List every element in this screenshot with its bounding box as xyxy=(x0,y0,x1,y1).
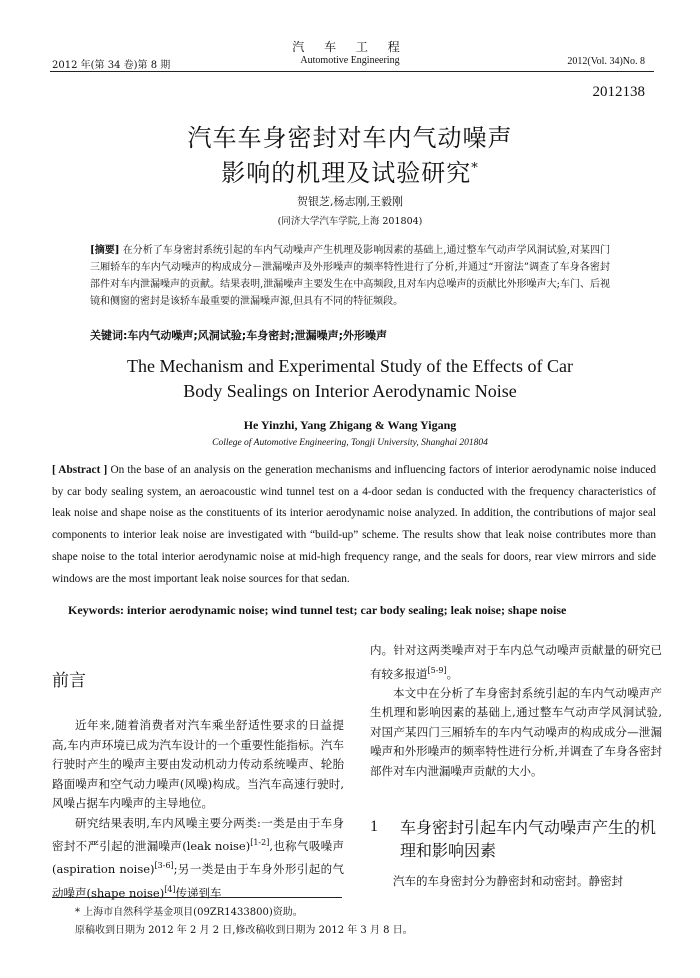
authors-en: He Yinzhi, Yang Zhigang & Wang Yigang xyxy=(243,418,457,432)
preface-p3-end: 。 xyxy=(446,666,459,681)
section-1-title: 车身密封引起车内气动噪声产生的机理和影响因素 xyxy=(400,818,657,860)
abstract-en-label-text: Abstract xyxy=(58,464,101,476)
abstract-cn-label: [摘要] xyxy=(90,245,120,256)
abstract-en-text: On the base of an analysis on the generation mechanisms and influencing factors of interior aerodynamic noise induced by car body sealing system, an aeroacoustic wind tunnel test on a 4-door sedan is conducted with the frequency characteristics of leak noise and shape noise as the constituents of its interior aerodynamic noise analyzed. In addition, the contributions of major seal components to interior leak noise are investigated with “build-up” scheme. The results show that leak noise contributes more than shape noise to the total interior aerodynamic noise at mid-high frequency range, and the seals for doors, rear view mirrors and side windows are the most important leak noise sources for that sedan. xyxy=(52,464,656,585)
preface-p2-part1: 研究结果表明,车内风噪主要分两类:一类是由于车身密封不严引起的泄漏噪声(leak noise) xyxy=(52,815,344,853)
issue-info-en: 2012(Vol. 34)No. 8 xyxy=(567,56,645,67)
citation: [3-6] xyxy=(154,861,174,871)
body-right-column xyxy=(370,641,662,781)
section-1-body xyxy=(370,872,662,892)
affiliation-cn: (同济大学汽车学院,上海 201804) xyxy=(277,216,423,227)
keywords-cn: 关键词:车内气动噪声;风洞试验;车身密封;泄漏噪声;外形噪声 xyxy=(90,329,387,342)
section-1-paragraph-1: 汽车的车身密封分为静密封和动密封。静密封 xyxy=(393,874,623,888)
preface-paragraph-1: 近年来,随着消费者对汽车乘坐舒适性要求的日益提高,车内声环境已成为汽车设计的一个重要性能指标。汽车行驶时产生的噪声主要由发动机动力传动系统噪声、轮胎路面噪声和空气动力噪声(风噪)构成。当汽车高速行驶时,风噪占据车内噪声的主导地位。 xyxy=(52,718,344,810)
citation: [5-9] xyxy=(427,665,447,675)
preface-paragraph-2 xyxy=(52,814,344,903)
preface-p3-text: 内。针对这两类噪声对于车内总气动噪声贡献量的研究已有较多报道 xyxy=(370,643,662,681)
abstract-en xyxy=(52,460,656,590)
footnote-dates: 原稿收到日期为 2012 年 2 月 2 日,修改稿收到日期为 2012 年 3 月 8 日。 xyxy=(75,925,413,936)
affiliation-en: College of Automotive Engineering, Tongji University, Shanghai 201804 xyxy=(212,438,488,448)
article-number: 2012138 xyxy=(592,84,645,100)
keywords-en: Keywords: interior aerodynamic noise; wind tunnel test; car body sealing; leak noise; shape noise xyxy=(68,603,567,617)
body-left-column xyxy=(52,716,344,903)
preface-p2-part4: 传递到车 xyxy=(175,885,222,900)
section-heading-preface: 前言 xyxy=(52,671,86,691)
title-cn-line2 xyxy=(0,153,700,188)
preface-paragraph-4: 本文中在分析了车身密封系统引起的车内气动噪声产生机理和影响因素的基础上,通过整车气动声学风洞试验,对国产某四门三厢轿车的车内气动噪声的构成成分—泄漏噪声和外形噪声的频率特性进行分析,并调查了车身各密封部件对车内泄漏噪声贡献的大小。 xyxy=(370,685,662,778)
abstract-en-label: [ Abstract ] xyxy=(52,464,108,476)
citation: [4] xyxy=(164,884,176,894)
abstract-cn xyxy=(90,242,610,310)
title-en-line1: The Mechanism and Experimental Study of the Effects of Car xyxy=(126,356,574,376)
header-rule xyxy=(50,71,654,72)
footnote-funding: * 上海市自然科学基金项目(09ZR1433800)资助。 xyxy=(75,907,303,918)
issue-info-cn: 2012 年(第 34 卷)第 8 期 xyxy=(52,60,171,71)
funding-mark: * xyxy=(471,161,479,176)
title-cn-line2-text: 影响的机理及试验研究 xyxy=(221,159,472,187)
section-1-number: 1 xyxy=(370,818,378,835)
footnote-rule xyxy=(52,897,342,898)
citation: [1-2] xyxy=(250,838,270,847)
title-cn-line1: 汽车车身密封对车内气动噪声 xyxy=(187,124,513,152)
authors-cn: 贺银芝,杨志刚,王毅刚 xyxy=(297,195,403,208)
preface-paragraph-3 xyxy=(370,641,662,684)
journal-name-cn: 汽 车 工 程 xyxy=(292,40,408,54)
abstract-cn-text: 在分析了车身密封系统引起的车内气动噪声产生机理及影响因素的基础上,通过整车气动声学风洞试验,对某四门三厢轿车的车内气动噪声的构成成分－泄漏噪声及外形噪声的频率特性进行了分析,并通过“开窗法”调查了车身各密封部件对车内泄漏噪声的贡献。结果表明,泄漏噪声主要发生在中高频段,且对车内总噪声的贡献比外形噪声大;车门、后视镜和侧窗的密封是该轿车最重要的泄漏噪声源,但具有不同的特征频段。 xyxy=(90,245,611,307)
preface-p2-part2: ,也称气吸噪声(aspiration noise) xyxy=(52,838,345,877)
journal-name-en: Automotive Engineering xyxy=(300,55,400,66)
preface-p2-part3: ;另一类是由于车身外形引起的气动噪声(shape noise) xyxy=(52,862,345,900)
title-en-line2: Body Sealings on Interior Aerodynamic Noise xyxy=(183,381,517,401)
